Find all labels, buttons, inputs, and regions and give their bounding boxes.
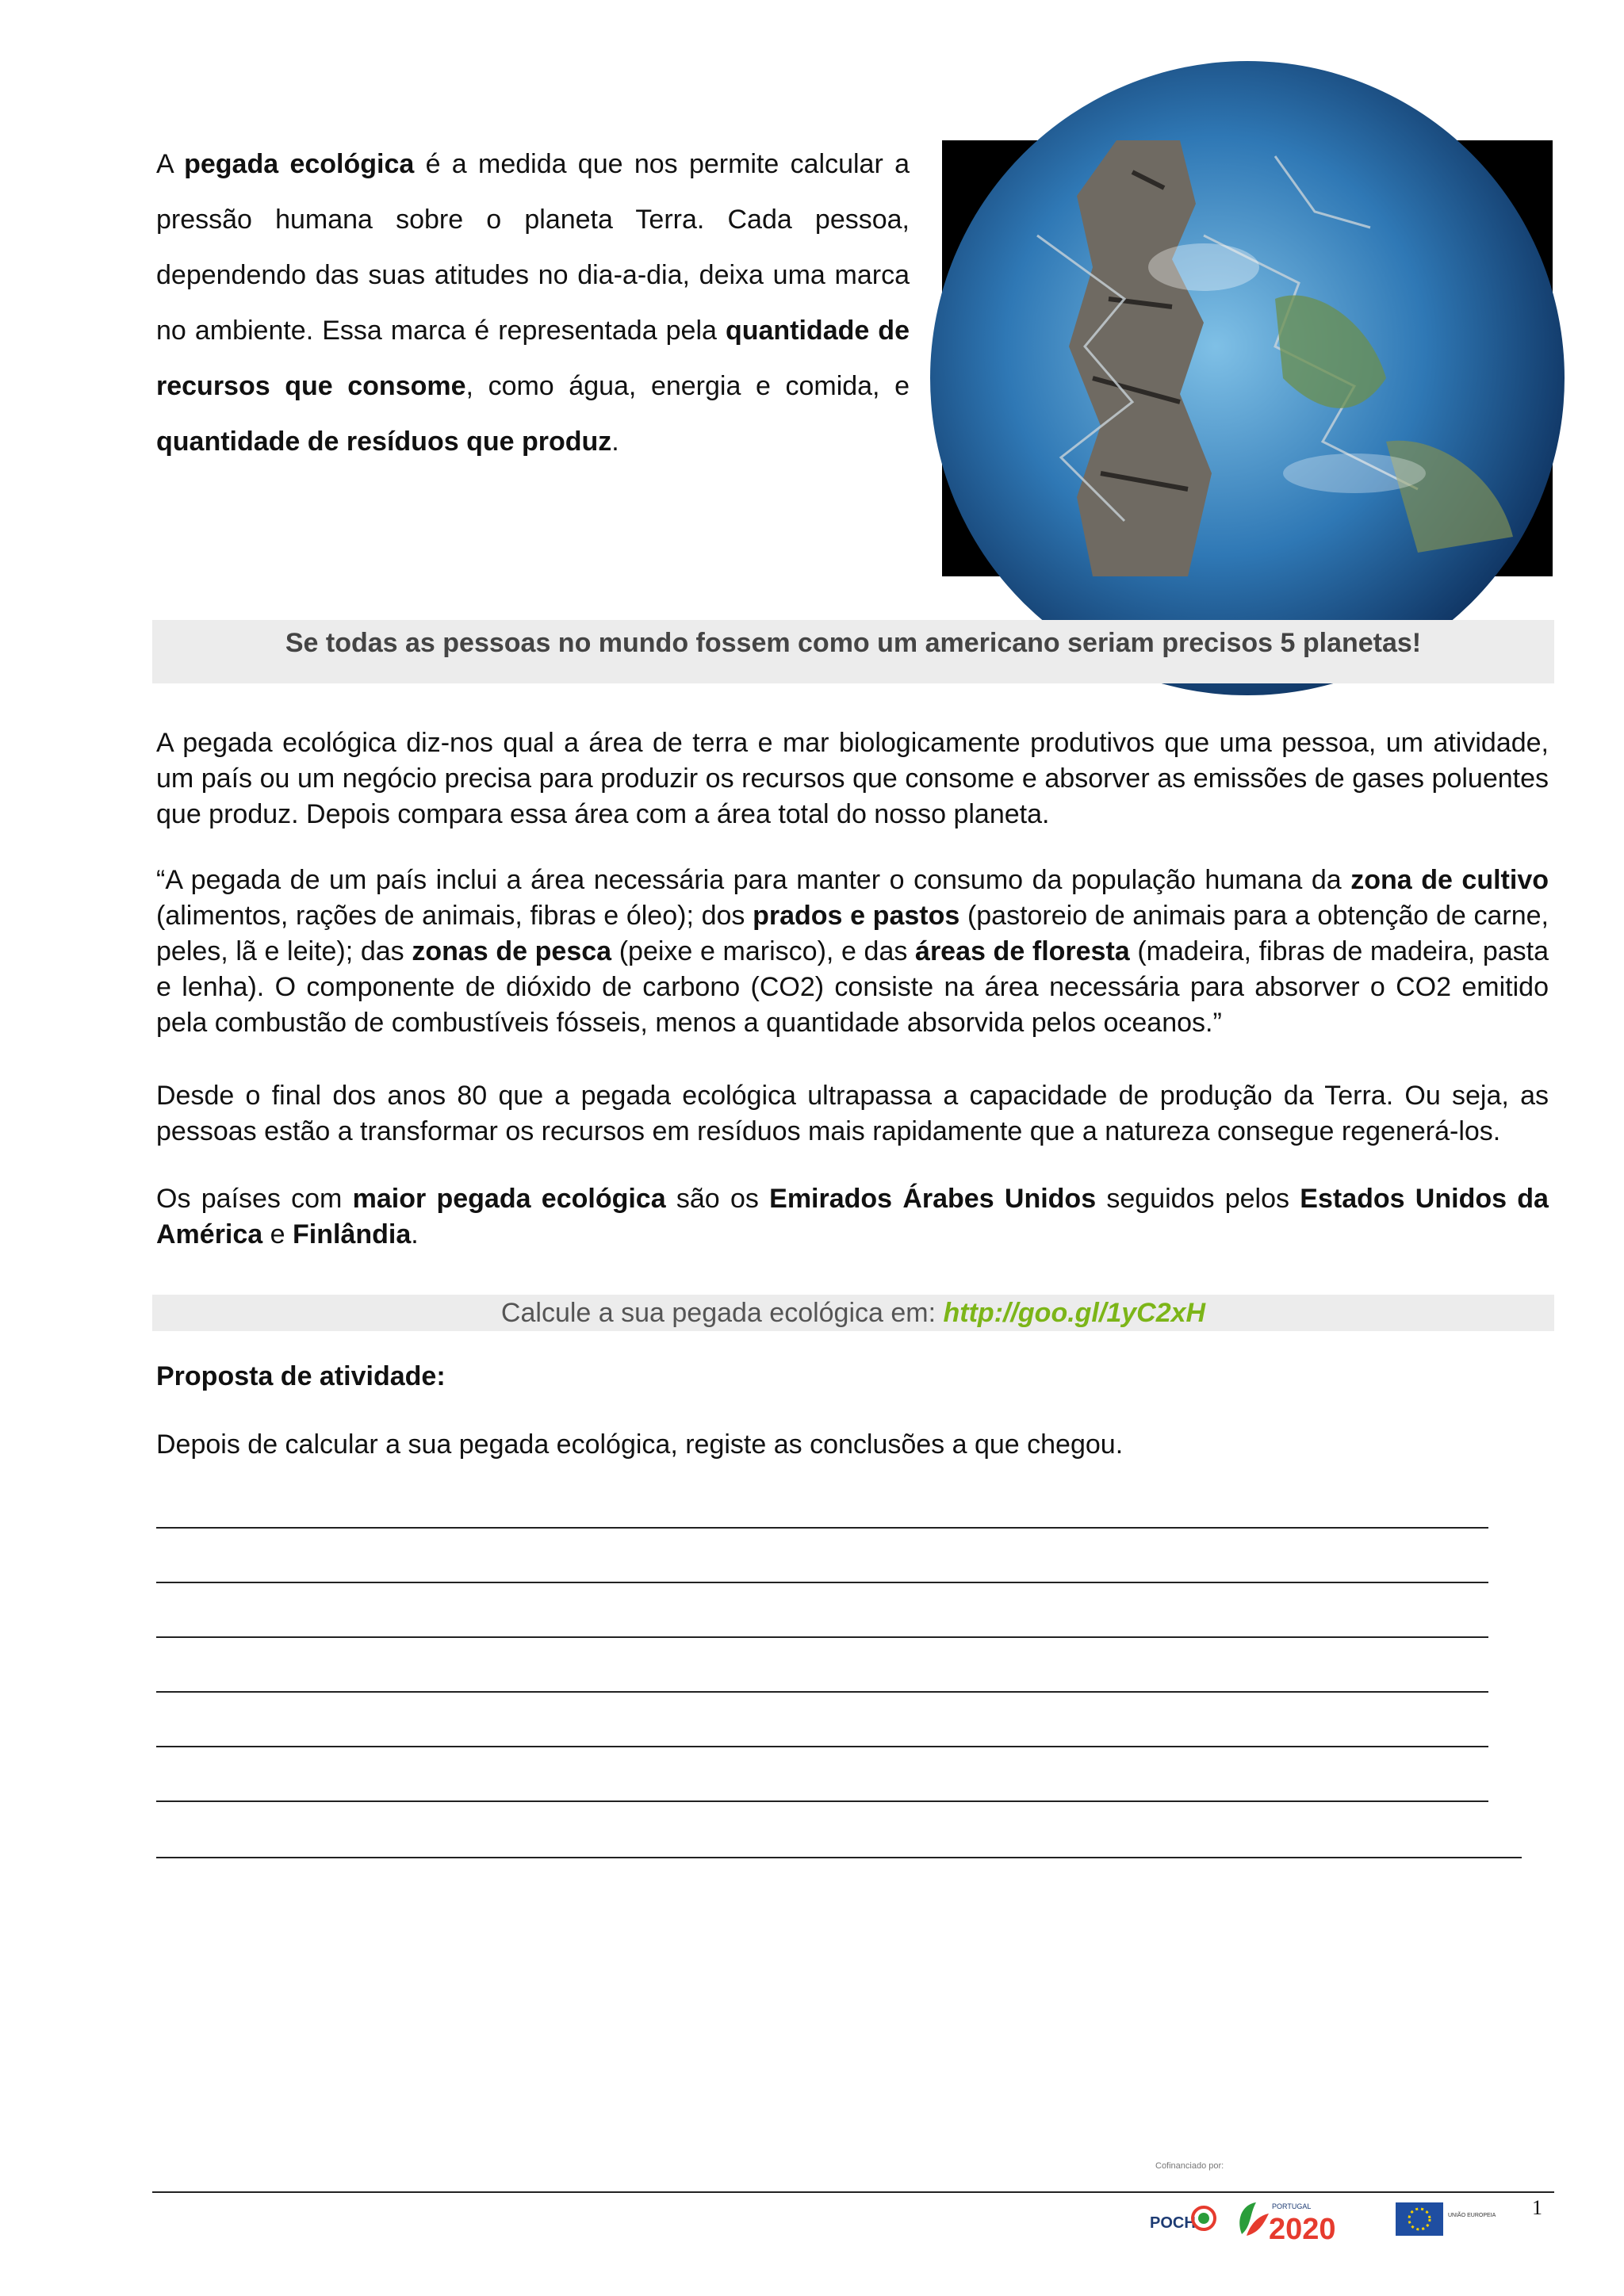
quote-text: “A pegada de um país inclui a área necessária para manter o consumo da população humana da	[156, 865, 1351, 895]
intro-text: A	[156, 149, 185, 179]
eu-logo	[1396, 2202, 1496, 2236]
paragraph-quote	[156, 863, 1549, 1041]
answer-line-2[interactable]	[156, 1582, 1488, 1583]
answer-line-1[interactable]	[156, 1527, 1488, 1529]
answer-line-3[interactable]	[156, 1636, 1488, 1638]
highlight-banner	[152, 620, 1554, 683]
quote-text: (madeira, fibras de madeira, pasta e lenha). O componente de dióxido de carbono (CO2) consiste na área necessária para absorver o CO2 emitido pela combustão de combustíveis fósseis, menos a quantidade absorvida pelos oceanos.”	[156, 936, 1549, 1038]
svg-text:2020: 2020	[1269, 2213, 1336, 2246]
cracked-earth-image	[942, 140, 1553, 576]
quote-text: (pastoreio de animais para a obtenção de carne, peles, lã e leite); das	[156, 901, 1549, 966]
term-maior-pegada: maior pegada ecológica	[352, 1184, 666, 1214]
intro-text: .	[611, 427, 619, 457]
svg-text:POCH: POCH	[1150, 2214, 1196, 2232]
paragraph-definition: A pegada ecológica diz-nos qual a área de terra e mar biologicamente produtivos que uma pessoa, um atividade, um país ou um negócio precisa para produzir os recursos que consome e absorver as emissões de gases poluentes que produz. Depois compara essa área com a área total do nosso planeta.	[156, 728, 1549, 829]
term-prados-e-pastos: prados e pastos	[753, 901, 960, 931]
paragraph-since-80s: Desde o final dos anos 80 que a pegada ecológica ultrapassa a capacidade de produção da Terra. Ou seja, as pessoas estão a transformar os recursos em resíduos mais rapidamente que a natureza consegue regenerá-los.	[156, 1081, 1549, 1146]
svg-text:PORTUGAL: PORTUGAL	[1272, 2202, 1312, 2210]
term-finlandia: Finlândia	[293, 1219, 412, 1249]
intro-term-pegada: pegada ecológica	[184, 149, 415, 179]
activity-instruction: Depois de calcular a sua pegada ecológica, registe as conclusões a que chegou.	[156, 1429, 1124, 1460]
term-areas-de-floresta: áreas de floresta	[915, 936, 1130, 966]
countries-text: e	[262, 1219, 293, 1249]
paragraph-countries	[156, 1181, 1549, 1253]
answer-line-4[interactable]	[156, 1691, 1488, 1693]
calculator-banner-text: Calcule a sua pegada ecológica em:	[500, 1298, 944, 1328]
calculator-link[interactable]: http://goo.gl/1yC2xH	[943, 1298, 1206, 1328]
quote-text: (peixe e marisco), e das	[611, 936, 916, 966]
intro-text: , como água, energia e comida, e	[465, 371, 910, 401]
countries-text: são os	[665, 1184, 770, 1214]
portugal-2020-logo	[1239, 2202, 1335, 2246]
term-zonas-de-pesca: zonas de pesca	[412, 936, 612, 966]
intro-paragraph	[156, 136, 910, 469]
funding-logos	[1148, 2195, 1496, 2246]
answer-line-5[interactable]	[156, 1746, 1488, 1747]
calculator-banner	[152, 1295, 1554, 1331]
answer-line-7[interactable]	[156, 1857, 1522, 1858]
activity-heading: Proposta de atividade:	[156, 1361, 446, 1391]
intro-text: é a medida que nos permite calcular a pressão humana sobre o planeta Terra. Cada pessoa, dependendo das suas atitudes no dia-a-dia, deixa uma marca no ambiente. Essa marca é representada pela	[156, 149, 910, 346]
countries-text: .	[411, 1219, 419, 1249]
intro-term-residuos: quantidade de resíduos que produz	[156, 427, 612, 457]
cofinanced-label: Cofinanciado por:	[1155, 2161, 1224, 2171]
quote-text: (alimentos, rações de animais, fibras e óleo); dos	[156, 901, 753, 931]
answer-line-6[interactable]	[156, 1800, 1488, 1802]
term-estados-unidos: Estados Unidos da América	[156, 1184, 1549, 1249]
poch-logo	[1150, 2207, 1215, 2232]
term-emirados: Emirados Árabes Unidos	[769, 1184, 1097, 1214]
footer-divider	[152, 2191, 1554, 2193]
intro-term-recursos: quantidade de recursos que consome	[156, 316, 910, 401]
page-number: 1	[1532, 2196, 1542, 2219]
countries-text: seguidos pelos	[1096, 1184, 1300, 1214]
term-zona-de-cultivo: zona de cultivo	[1350, 865, 1549, 895]
highlight-banner-text: Se todas as pessoas no mundo fossem como um americano seriam precisos 5 planetas!	[285, 628, 1422, 658]
countries-text: Os países com	[156, 1184, 353, 1214]
svg-text:UNIÃO EUROPEIA: UNIÃO EUROPEIA	[1448, 2213, 1496, 2218]
